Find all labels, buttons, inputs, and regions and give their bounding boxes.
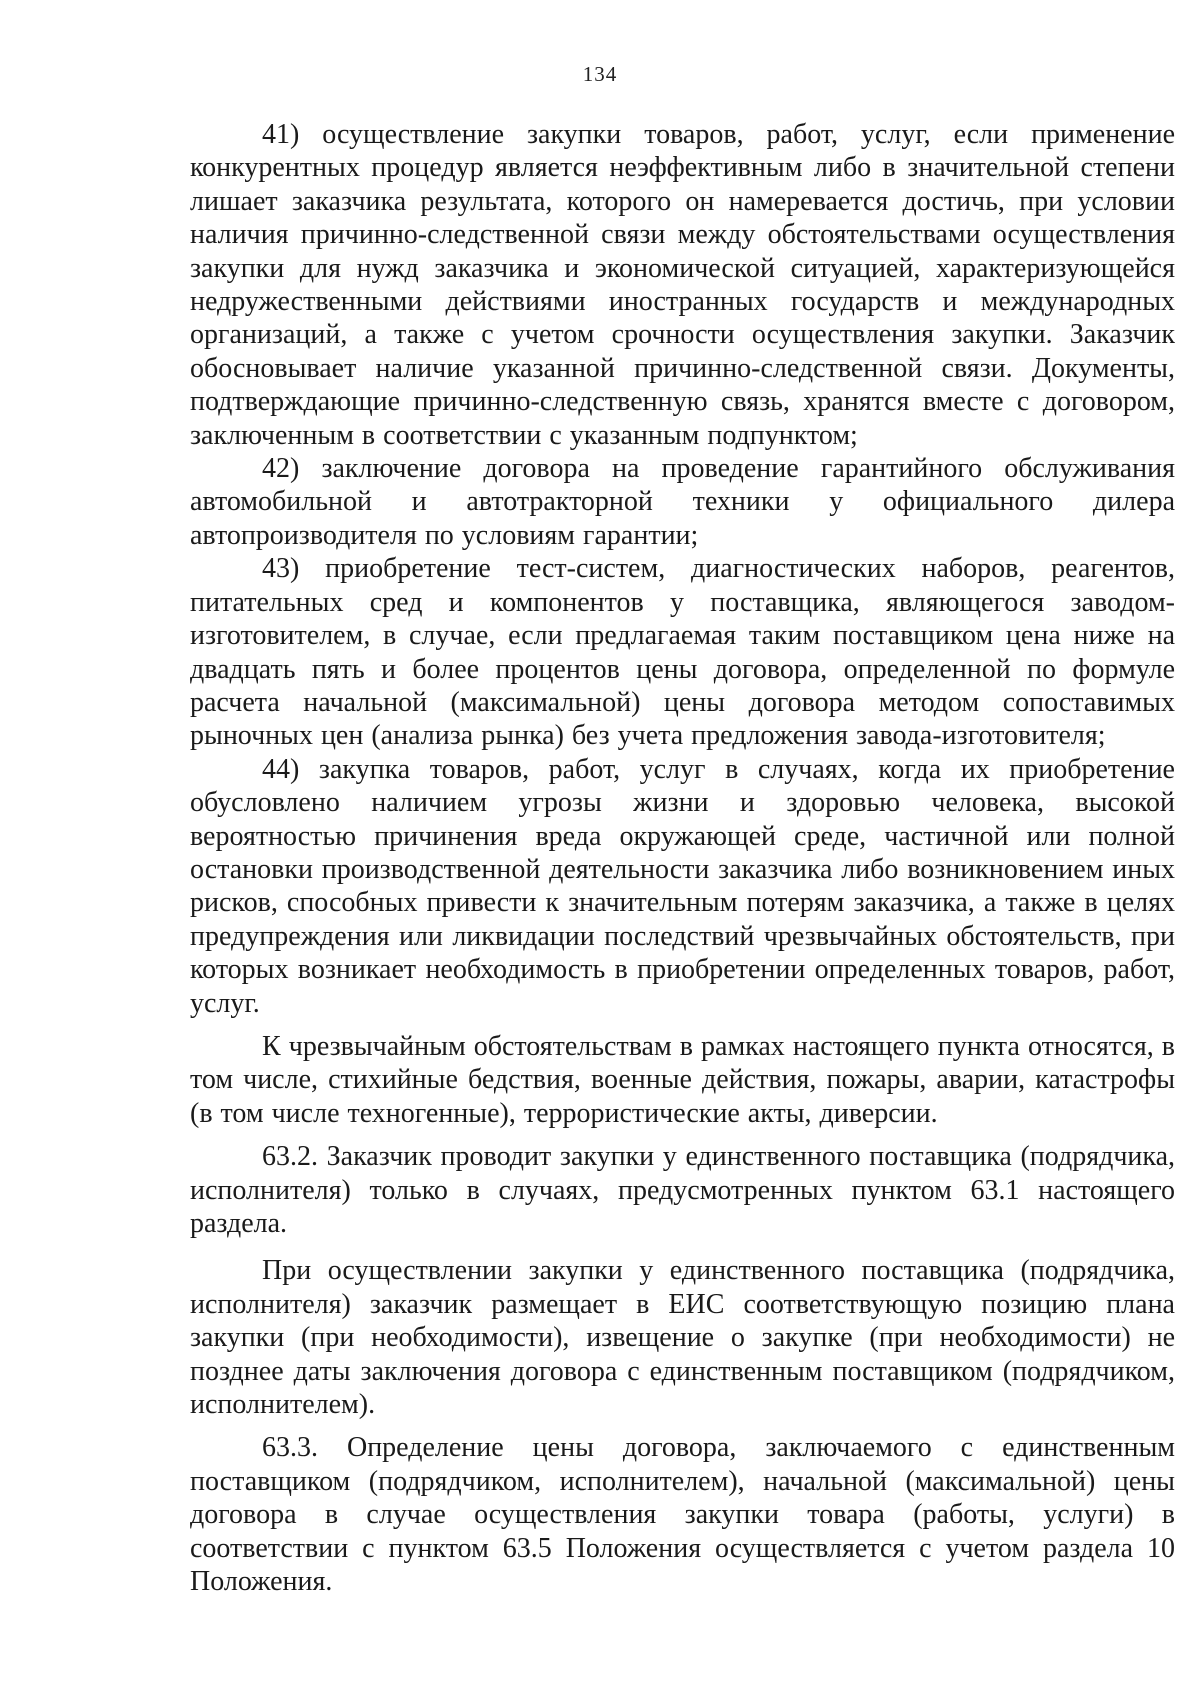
paragraph-item-42: 42) заключение договора на проведение гарантийного обслуживания автомобильной и автотракторной техники у официального дилера автопроизводителя по условиям гарантии;	[190, 453, 1175, 551]
paragraph-63-3: 63.3. Определение цены договора, заключаемого с единственным поставщиком (подрядчиком, исполнителем), начальной (максимальной) цены договора в случае осуществления закупки товара (работы, услуги) в соответствии с пунктом 63.5 Положения осуществляется с учетом раздела 10 Положения.	[190, 1432, 1175, 1598]
paragraph-item-44: 44) закупка товаров, работ, услуг в случаях, когда их приобретение обусловлено наличием угрозы жизни и здоровью человека, высокой вероятностью причинения вреда окружающей среде, частичной или полной остановки производственной деятельности заказчика либо возникновением иных рисков, способных привести к значительным потерям заказчика, а также в целях предупреждения или ликвидации последствий чрезвычайных обстоятельств, при которых возникает необходимость в приобретении определенных товаров, работ, услуг.	[190, 753, 1175, 1019]
paragraph-item-43: 43) приобретение тест-систем, диагностических наборов, реагентов, питательных сред и компонентов у поставщика, являющегося заводом-изготовителем, в случае, если предлагаемая таким поставщиком цена ниже на двадцать пять и более процентов цены договора, определенной по формуле расчета начальной (максимальной) цены договора методом сопоставимых рыночных цен (анализа рынка) без учета предложения завода-изготовителя;	[190, 553, 1175, 752]
paragraph-item-41: 41) осуществление закупки товаров, работ, услуг, если применение конкурентных процедур является неэффективным либо в значительной степени лишает заказчика результата, которого он намеревается достичь, при условии наличия причинно-следственной связи между обстоятельствами осуществления закупки для нужд заказчика и экономической ситуацией, характеризующейся недружественными действиями иностранных государств и международных организаций, а также с учетом срочности осуществления закупки. Заказчик обосновывает наличие указанной причинно-следственной связи. Документы, подтверждающие причинно-следственную связь, хранятся вместе с договором, заключенным в соответствии с указанным подпунктом;	[190, 119, 1175, 451]
document-body	[190, 118, 1175, 1598]
paragraph-emergency-circumstances: К чрезвычайным обстоятельствам в рамках настоящего пункта относятся, в том числе, стихийные бедствия, военные действия, пожары, аварии, катастрофы (в том числе техногенные), террористические акты, диверсии.	[190, 1030, 1175, 1129]
page-number: 134	[582, 62, 618, 86]
paragraph-63-2: 63.2. Заказчик проводит закупки у единственного поставщика (подрядчика, исполнителя) только в случаях, предусмотренных пунктом 63.1 настоящего раздела.	[190, 1141, 1175, 1239]
paragraph-single-supplier-eis: При осуществлении закупки у единственного поставщика (подрядчика, исполнителя) заказчик размещает в ЕИС соответствующую позицию плана закупки (при необходимости), извещение о закупке (при необходимости) не позднее даты заключения договора с единственным поставщиком (подрядчиком, исполнителем).	[190, 1255, 1175, 1421]
